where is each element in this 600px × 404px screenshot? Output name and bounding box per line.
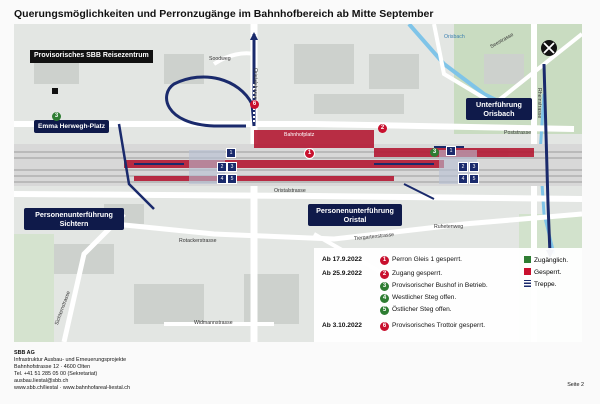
swatch-red-icon (524, 268, 531, 275)
platform-3-east: 3 (469, 162, 479, 172)
marker-6: 6 (250, 100, 259, 109)
legend-text: Östlicher Steg offen. (392, 306, 452, 313)
footer (14, 350, 130, 392)
legend-key-accessible (524, 256, 568, 264)
legend-key-stairs (524, 280, 556, 288)
callout-oristal: Personenunterführung Oristal (308, 204, 402, 226)
platform-1-east: 1 (446, 146, 456, 156)
legend-key-label: Gesperrt. (534, 269, 562, 276)
legend-number: 6 (380, 322, 389, 331)
street-tiergartenstrasse: Tiergartenstrasse (353, 231, 395, 243)
legend-number: 3 (380, 282, 389, 291)
marker-3: 3 (430, 148, 439, 157)
map (14, 24, 582, 342)
legend-date: Ab 3.10.2022 (322, 322, 362, 329)
legend-key-label: Treppe. (534, 281, 557, 288)
street-rheinstrasse: Rheinstrasse (536, 88, 542, 119)
marker-1: 1 (304, 148, 315, 159)
footer-email[interactable]: ausbau.liestal@sbb.ch (14, 378, 69, 384)
legend-text: Westlicher Steg offen. (392, 294, 457, 301)
callout-orisbach: Unterführung Orisbach (466, 98, 532, 120)
legend-text: Zugang gesperrt. (392, 270, 443, 277)
stairs-icon (524, 280, 531, 287)
callout-emma-herwegh-platz: Emma Herwegh-Platz (34, 120, 109, 133)
legend-number: 2 (380, 270, 389, 279)
legend-number: 4 (380, 294, 389, 303)
footer-websites[interactable]: www.sbb.ch/liestal · www.bahnhofareal-liestal.ch (14, 385, 130, 391)
legend-key-label: Zugänglich. (534, 257, 569, 264)
street-ruhetenweg: Ruhetenweg (434, 224, 464, 230)
legend-row-4 (314, 294, 582, 305)
marker-2: 2 (378, 124, 387, 133)
swatch-green-icon (524, 256, 531, 263)
walk-route-loop (167, 77, 254, 126)
platform-5-east: 5 (469, 174, 479, 184)
platform-2-east: 2 (458, 162, 468, 172)
callout-sichtern: Personenunterführung Sichtern (24, 208, 124, 230)
reisezentrum-marker (52, 88, 58, 94)
legend-date: Ab 17.9.2022 (322, 256, 362, 263)
legend-row-6 (314, 322, 582, 333)
legend-text: Provisorisches Trottoir gesperrt. (392, 322, 486, 329)
street-sichternstrasse: Sichternstrasse (54, 290, 72, 327)
street-oristalstrasse-v: Oristalstrasse (252, 68, 258, 100)
legend (314, 248, 582, 342)
marker-3-west: 3 (52, 112, 61, 121)
page-title: Querungsmöglichkeiten und Perronzugänge im Bahnhofbereich ab Mitte September (14, 8, 434, 20)
footer-line: Tel. +41 51 285 05 00 (Sekretariat) (14, 371, 98, 377)
legend-date: Ab 25.9.2022 (322, 270, 362, 277)
legend-key-closed (524, 268, 561, 276)
street-seestrasse: Seestrasse (489, 31, 515, 51)
callout-reisezentrum: Provisorisches SBB Reisezentrum (30, 50, 153, 63)
platform-2-west: 2 (217, 162, 227, 172)
legend-number: 1 (380, 256, 389, 265)
page-number: Seite 2 (567, 382, 584, 388)
street-soodweg: Soodweg (209, 56, 231, 62)
green-area-sw (14, 234, 54, 342)
street-rotackerstrasse: Rotackerstrasse (179, 238, 217, 244)
street-oristalstrasse-h: Oristalstrasse (274, 188, 306, 194)
legend-text: Provisorischer Bushof in Betrieb. (392, 282, 488, 289)
platform-4-east: 4 (458, 174, 468, 184)
label-bahnhofplatz: Bahnhofplatz (284, 132, 315, 138)
platform-1: 1 (226, 148, 236, 158)
footer-line: Bahnhofstrasse 12 · 4600 Olten (14, 364, 91, 370)
street-widmannstrasse: Widmannstrasse (194, 320, 233, 326)
street-poststrasse: Poststrasse (504, 130, 532, 136)
legend-row-5 (314, 306, 582, 317)
legend-text: Perron Gleis 1 gesperrt. (392, 256, 462, 263)
label-orisbach-stream: Orisbach (444, 34, 465, 40)
platform-3-west: 3 (227, 162, 237, 172)
footer-line: Infrastruktur Ausbau- und Erneuerungsprojekte (14, 357, 127, 363)
platform-4-west: 4 (217, 174, 227, 184)
legend-number: 5 (380, 306, 389, 315)
footer-company: SBB AG (14, 350, 35, 356)
platform-5-west: 5 (227, 174, 237, 184)
